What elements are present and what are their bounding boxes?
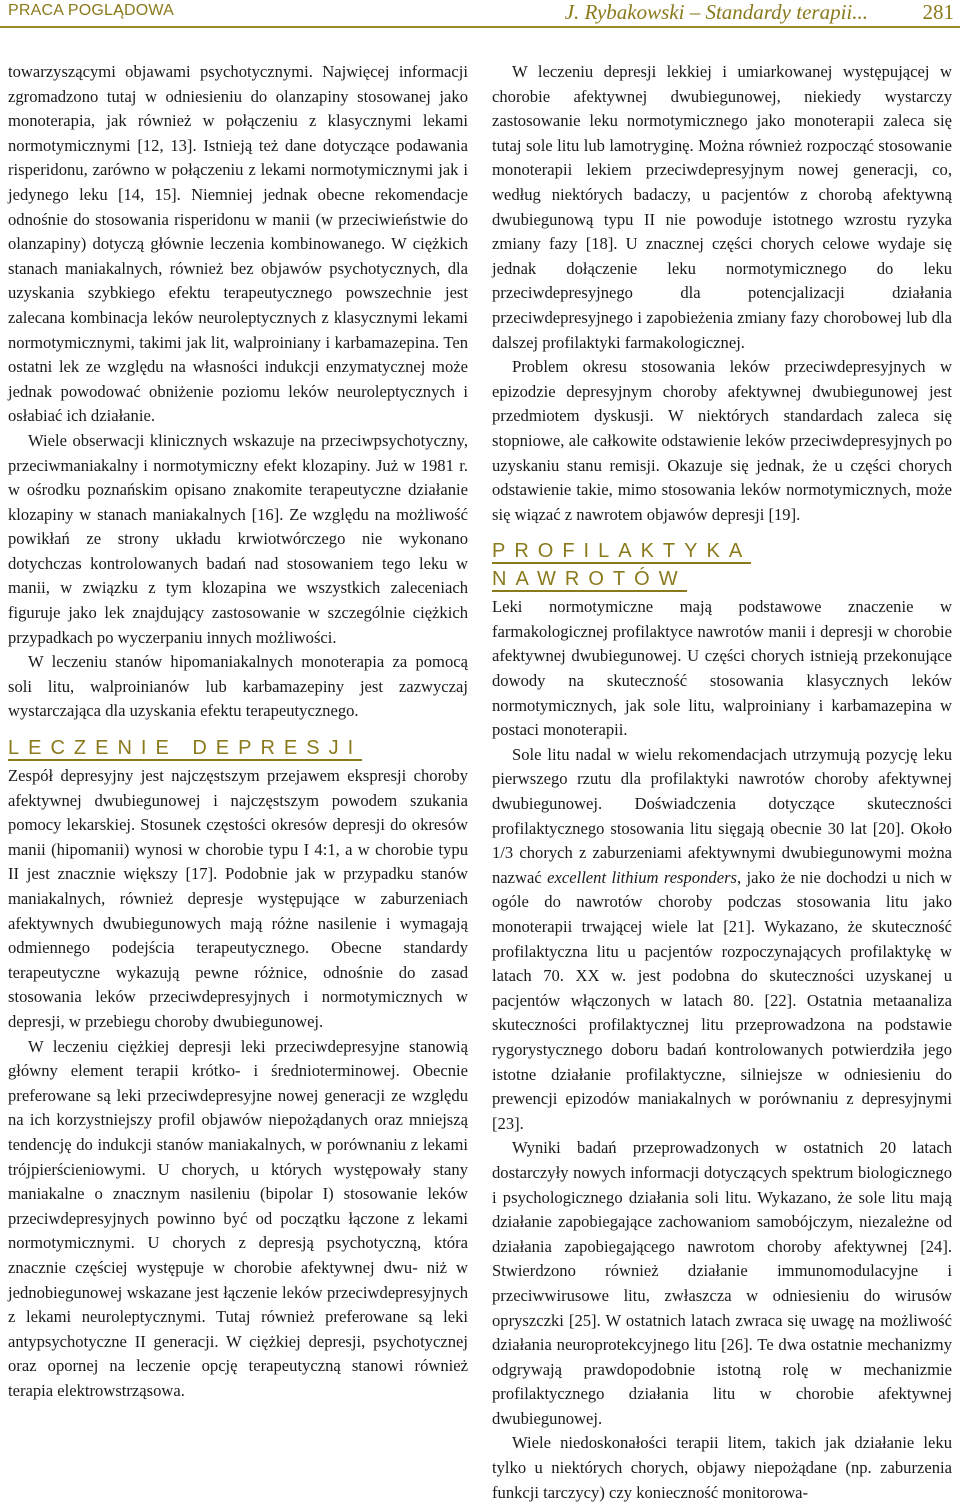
paragraph: Leki normotymiczne mają podstawowe znaczenie w farmakologicznej profilaktyce nawrotów manii i depresji w chorobie afektywnej dwubiegunowej. U części chorych istnieją przekonujące dowody na skuteczność stosowania klasycznych leków normotymicznych, jak sole litu, walproiniany i karbamazepina w postaci monoterapii. [492, 597, 952, 740]
section-heading-depression [8, 734, 468, 762]
paragraph-text: , jako że nie dochodzi u nich w ogóle do nawrotów choroby podczas stosowania litu jako monoterapii trwającej wiele lat [21]. Wykazano, że skuteczność profilaktyczna litu u pacjentów rozpoczynających profilaktykę w latach 70. XX w. jest podobna do skuteczności uzyskanej u pacjentów włączonych w latach 80. [22]. Ostatnia metaanaliza skuteczności profilaktycznej litu przeprowadzona na podstawie rygorystycznego doboru badań kontrolowanych potwierdziła jego istotne działanie profilaktyczne, silniejsze w odniesieniu do prewencji epizodów maniakalnych w porównaniu z depresyjnymi [23]. [492, 867, 953, 1133]
running-title: J. Rybakowski – Standardy terapii... [564, 0, 868, 24]
left-column [8, 60, 468, 1400]
paragraph [492, 743, 952, 1137]
page-number: 281 [922, 0, 954, 24]
section-label: PRACA POGLĄDOWA [8, 2, 174, 19]
right-column [492, 60, 953, 1502]
header-rule [0, 26, 960, 28]
italic-term: excellent lithium responders [547, 867, 737, 887]
section-heading-text: PROFILAKTYKA NAWROTÓW [492, 540, 752, 591]
paragraph: Problem okresu stosowania leków przeciwdepresyjnych w epizodzie depresyjnym choroby afektywnej dwubiegunowej jest przedmiotem dyskusji. W niektórych standardach zaleca się stopniowe, ale całkowite odstawienie leków przeciwdepresyjnych po uzyskaniu stanu remisji. Okazuje się jednak, że u części chorych odstawienie takie, mimo stosowania leków normotymicznych, może się wiązać z nawrotem objawów depresji [19]. [492, 357, 952, 524]
page-header [0, 0, 960, 28]
paragraph: Wyniki badań przeprowadzonych w ostatnich 20 latach dostarczyły nowych informacji dotyczących spektrum biologicznego i psychologicznego działania soli litu. Wykazano, że sole litu mają działanie zapobiegające zachowaniom samobójczym, niezależne od działania zapobiegającego nawrotom choroby afektywnej [24]. Stwierdzono również działanie immunomodulacyjne i przeciwwirusowe litu, zwłaszcza w odniesieniu do wirusów opryszczki [25]. W ostatnich latach zwraca się uwagę na możliwość działania neuroprotekcyjnego litu [26]. Te dwa ostatnie mechanizmy odgrywają prawdopodobnie istotną rolę w mechanizmie profilaktycznego działania litu w chorobie afektywnej dwubiegunowej. [492, 1138, 952, 1428]
paragraph: W leczeniu ciężkiej depresji leki przeciwdepresyjne stanowią główny element terapii krótko- i średnioterminowej. Obecnie preferowane są leki przeciwdepresyjne nowej generacji ze względu na ich korzystniejszy profil objawów niepożądanych oraz mniejszą tendencję do indukcji stanów maniakalnych, w porównaniu z lekami trójpierścieniowymi. U chorych, u których występowały stany maniakalne o znacznym nasileniu (bipolar I) stosowanie leków przeciwdepresyjnych powinno być od początku łączone z lekami normotymicznymi. U chorych z depresją psychotyczną, która znacznie częściej występuje w chorobie afektywnej dwu- niż w jednobiegunowej wskazane jest łączenie leków przeciwdepresyjnych z lekami neuroleptycznymi. Tutaj również preferowane są leki antypsychotyczne II generacji. W ciężkiej depresji, psychotycznej oraz opornej na leczenie opcję terapeutyczną stanowi również terapia elektrowstrząsowa. [8, 1036, 468, 1400]
paragraph: W leczeniu stanów hipomaniakalnych monoterapia za pomocą soli litu, walproinianów lub karbamazepiny jest zazwyczaj wystarczająca dla uzyskania efektu terapeutycznego. [8, 652, 468, 721]
section-heading-prophylaxis [492, 537, 952, 593]
paragraph-text: Sole litu nadal w wielu rekomendacjach utrzymują pozycję leku pierwszego rzutu dla profilaktyki nawrotów choroby afektywnej dwubiegunowej. Doświadczenia dotyczące skuteczności profilaktycznego stosowania litu sięgają obecnie 30 lat [20]. Około 1/3 chorych z zaburzeniami afektywnymi dwubiegunowymi można nazwać [492, 744, 952, 887]
paragraph: towarzyszącymi objawami psychotycznymi. Najwięcej informacji zgromadzono tutaj w odniesieniu do olanzapiny stosowanej jako monoterapia, jak również w połączeniu z klasycznymi lekami normotymicznymi [12, 13]. Istnieją też dane dotyczące podawania risperidonu, zarówno w połączeniu z lekami normotymicznymi jak i jedynego leku [14, 15]. Niemniej jednak obecne rekomendacje odnośnie do stosowania risperidonu w manii (w przeciwieństwie do olanzapiny) dotyczą głównie leczenia kombinowanego. W ciężkich stanach maniakalnych, również bez objawów psychotycznych, dla uzyskania szybkiego efektu terapeutycznego powszechnie jest zalecana kombinacja leków neuroleptycznych z klasycznymi lekami normotymicznymi, takimi jak lit, walproiniany i karbamazepina. Ten ostatni lek ze względu na własności indukcji enzymatycznej może jednak powodować obniżenie poziomu leków neuroleptycznych i osłabiać ich działanie. [8, 62, 468, 426]
paragraph: Zespół depresyjny jest najczęstszym przejawem ekspresji choroby afektywnej dwubiegunowej i najczęstszym powodem szukania pomocy lekarskiej. Stosunek częstości okresów depresji do okresów manii (hipomanii) wynosi w chorobie typu I 4:1, a w chorobie typu II jest znacznie większy [17]. Podobnie jak w przypadku stanów maniakalnych, również depresje występujące w zaburzeniach afektywnych dwubiegunowych mają różne nasilenie i wymagają odmiennego podejścia terapeutycznego. Obecne standardy terapeutyczne wykazują pewne różnice, odnośnie do zasad stosowania leków przeciwdepresyjnych i normotymicznych w depresji, w przebiegu choroby dwubiegunowej. [8, 766, 468, 1031]
paragraph: W leczeniu depresji lekkiej i umiarkowanej występującej w chorobie afektywnej dwubiegunowej, niekiedy wystarczy zastosowanie leku normotymicznego jako monoterapii zaleca się tutaj sole litu lub lamotryginę. Można również rozpocząć stosowanie monoterapii lekiem przeciwdepresyjnym nowej generacji, co, według niektórych badaczy, u pacjentów z chorobą afektywną dwubiegunową typu II nie powoduje istotnego wzrostu ryzyka zmiany fazy [18]. U znacznej części chorych celowe wydaje się jednak dołączenie leku normotymicznego do leku przeciwdepresyjnego dla potencjalizacji działania przeciwdepresyjnego i zapobieżenia zmiany fazy chorobowej lub dla dalszej profilaktyki farmakologicznej. [492, 62, 952, 352]
paragraph: Wiele niedoskonałości terapii litem, takich jak działanie leku tylko u niektórych chorych, objawy niepożądane (np. zaburzenia funkcji tarczycy) czy konieczność monitorowa- [492, 1433, 952, 1502]
section-heading-text: LECZENIE DEPRESJI [8, 737, 363, 760]
paragraph: Wiele obserwacji klinicznych wskazuje na przeciwpsychotyczny, przeciwmaniakalny i normotymiczny efekt klozapiny. Już w 1981 r. w ośrodku poznańskim opisano znakomite terapeutyczne działanie klozapiny w stanach maniakalnych [16]. Ze względu na możliwość powikłań ze strony układu krwiotwórczego nie wykonano dotychczas kontrolowanych badań nad stosowaniem tego leku w manii, w związku z tym klozapina we wszystkich zaleceniach figuruje jako lek znajdujący zastosowanie w szczególnie ciężkich przypadkach po wyczerpaniu innych możliwości. [8, 430, 468, 647]
